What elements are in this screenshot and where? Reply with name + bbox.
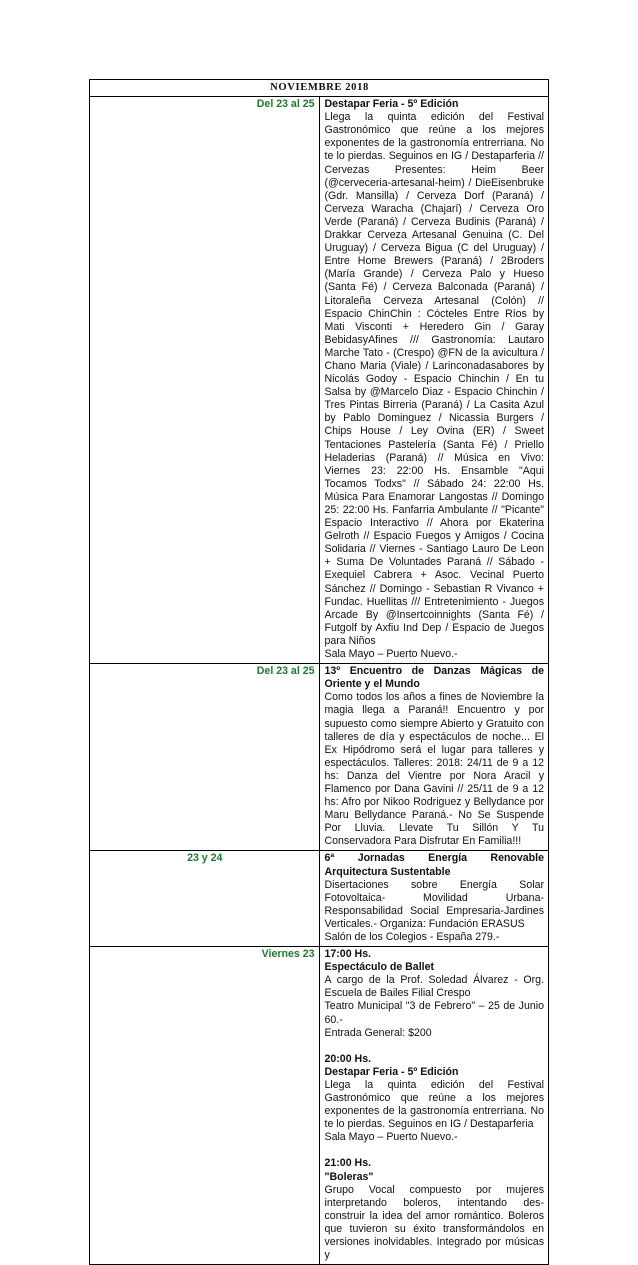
event-text: Grupo Vocal compuesto por mujeres interpretando boleros, intentando des-construir la idea del amor romántico. Boleros que tuvieron su éxito transformándolos en versiones inolvidables. Integrado por músicas y — [324, 1183, 544, 1262]
event-text: Salón de los Colegios - España 279.- — [324, 931, 500, 943]
block-gap — [325, 1144, 545, 1157]
month-header-row — [90, 80, 549, 97]
event-text: A cargo de la Prof. Soledad Álvarez - Org. Escuela de Bailes Filial Crespo — [324, 974, 544, 1000]
event-title: Espectáculo de Ballet — [324, 961, 435, 974]
event-date: Del 23 al 25 — [90, 664, 320, 851]
event-content — [319, 851, 549, 947]
document-page — [89, 79, 549, 1265]
event-time: 20:00 Hs. — [324, 1052, 372, 1065]
event-time: 21:00 Hs. — [324, 1157, 372, 1170]
event-row — [90, 97, 549, 664]
event-title: Destapar Feria - 5º Edición — [324, 1065, 459, 1078]
event-title: 13º Encuentro de Danzas Mágicas de Oriente y el Mundo — [324, 665, 544, 691]
event-text: Como todos los años a fines de Noviembre la magia llega a Paraná!! Encuentro y por supuesto como siempre Abierto y Gratuito con talleres de día y espectáculos de noche... El Ex Hipódromo será el lugar para talleres y espectáculos. Talleres: 2018: 24/11 de 9 a 12 hs: Danza del Vientre por Nora Aracil y Flamenco por Dana Gavini // 25/11 de 9 a 12 hs: Afro por Nikoo Rodriguez y Bellydance por Maru Bellydance Paraná.- No Se Suspende Por Lluvia. Llevate Tu Sillón Y Tu Conservadora Para Disfrutar En Familia!!! — [324, 691, 544, 848]
event-time: 17:00 Hs. — [324, 948, 372, 961]
event-text: Entrada General: $200 — [324, 1026, 432, 1039]
event-title: 6ª Jornadas Energía Renovable Arquitectura Sustentable — [324, 852, 544, 878]
event-text: Disertaciones sobre Energía Solar Fotovoltaica- Movilidad Urbana-Responsabilidad Social Empresaria-Jardines Verticales.- Organiza: Fundación ERASUS — [324, 878, 544, 930]
event-row — [90, 947, 549, 1265]
block-gap — [325, 1040, 545, 1053]
event-row — [90, 851, 549, 947]
event-date: 23 y 24 — [90, 851, 320, 947]
event-title: "Boleras" — [324, 1170, 374, 1183]
event-text: Llega la quinta edición del Festival Gastronómico que reúne a los mejores exponentes de la gastronomía entrerriana. No te lo pierdas. Seguinos en IG / Destaparferia — [324, 1078, 544, 1131]
event-text: Sala Mayo – Puerto Nuevo.- — [324, 1131, 458, 1144]
event-row — [90, 664, 549, 851]
events-table — [89, 79, 549, 1265]
event-text: Teatro Municipal "3 de Febrero" – 25 de Junio 60.- — [324, 1000, 544, 1026]
event-content — [319, 664, 549, 851]
event-content — [319, 97, 549, 664]
event-date: Del 23 al 25 — [90, 97, 320, 664]
event-text: Llega la quinta edición del Festival Gastronómico que reúne a los mejores exponentes de la gastronomía entrerriana. No te lo pierdas. Seguinos en IG / Destaparferia // Cervezas Presentes: Heim Beer (@cerveceria-artesanal-heim) / DieEisenbruke (Gdr. Mansilla) / Cerveza Dorf (Paraná) / Cerveza Waracha (Chajarí) / Cerveza Oro Verde (Paraná) / Cerveza Budinis (Paraná) / Drakkar Cerveza Artesanal Genuina (C. Del Uruguay) / Cerveza Bigua (C del Uruguay) / Entre Home Brewers (Paraná) / 2Broders (María Grande) / Cerveza Palo y Hueso (Santa Fé) / Cerveza Balconada (Paraná) / Litoraleña Cerveza Artesanal (Colón) // Espacio ChinChin : Cócteles Entre Ríos by Mati Visconti + Heredero Gin / Garay BebidasyAfines /// Gastronomía: Lautaro Marche Tato - (Crespo) @FN de la avicultura / Chano Maria (Viale) / Larinconadasabores by Nicolás Godoy - Espacio Chinchin / En tu Salsa by @Marcelo Diaz - Espacio Chinchin / Tres Pintas Birreria (Paraná) / La Casita Azul by Pablo Dominguez / Nicassia Burgers / Chips House / Ley Ovina (ER) / Sweet Tentaciones Pastelería (Santa Fé) / Priello Heladerias (Paraná) // Música en Vivo: Viernes 23: 22:00 Hs. Ensamble "Aqui Tocamos Todxs" // Sábado 24: 22:00 Hs. Música Para Enamorar Langostas // Domingo 25: 22:00 Hs. Fanfarria Ambulante // "Picante" Espacio Interactivo // Ahora por Ekaterina Gelroth // Espacio Fuegos y Amigos / Cocina Solidaria // Viernes - Santiago Lauro De Leon + Suma De Voluntades Paraná // Sábado - Exequiel Cabrera + Asoc. Vecinal Puerto Sánchez // Domingo - Sebastian R Vivanco + Fundac. Huellitas /// Entretenimiento - Juegos Arcade By @Insertcoinnights (Santa Fé) / Futgolf by Axfiu Ind Dep / Espacio de Juegos para Niños — [324, 111, 544, 647]
event-content — [319, 947, 549, 1265]
event-date: Viernes 23 — [90, 947, 320, 1265]
month-header: NOVIEMBRE 2018 — [90, 80, 549, 97]
event-text: Sala Mayo – Puerto Nuevo.- — [324, 648, 458, 661]
event-title: Destapar Feria - 5º Edición — [324, 98, 459, 111]
